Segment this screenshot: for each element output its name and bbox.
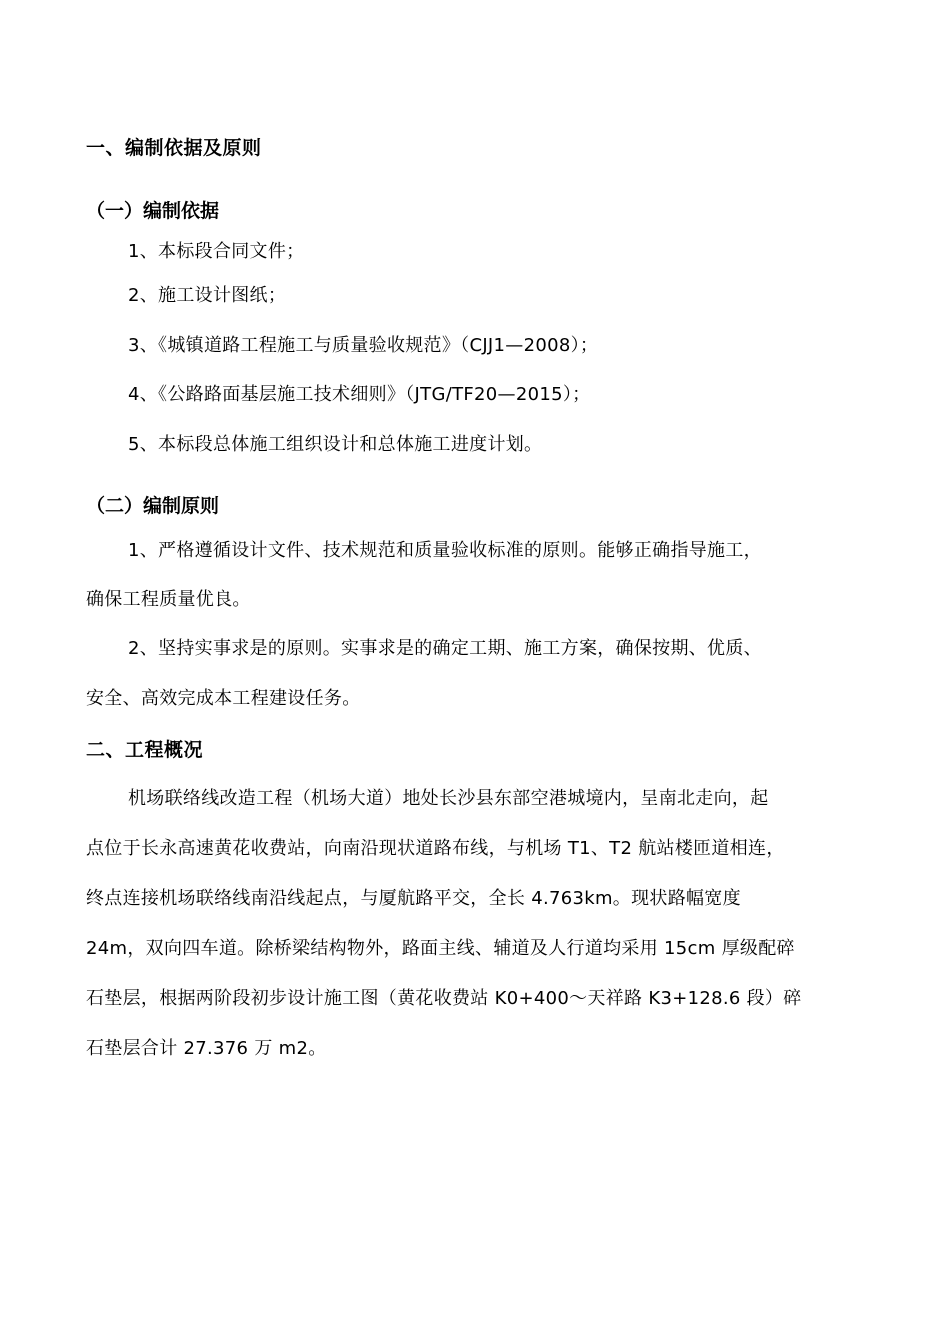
- overview-line-3: 终点连接机场联络线南沿线起点，与厦航路平交，全长 4.763km。现状路幅宽度: [86, 888, 741, 909]
- principle-1-line-1: 1、严格遵循设计文件、技术规范和质量验收标准的原则。能够正确指导施工，: [128, 540, 762, 561]
- section-heading-overview: 二、工程概况: [86, 739, 204, 761]
- overview-line-6: 石垫层合计 27.376 万 m2。: [86, 1038, 327, 1059]
- principle-2-line-1: 2、坚持实事求是的原则。实事求是的确定工期、施工方案，确保按期、优质、: [128, 638, 762, 659]
- principle-2-line-2: 安全、高效完成本工程建设任务。: [86, 688, 361, 709]
- basis-item-2: 2、施工设计图纸；: [128, 285, 287, 306]
- basis-item-5: 5、本标段总体施工组织设计和总体施工进度计划。: [128, 434, 543, 455]
- overview-line-5: 石垫层，根据两阶段初步设计施工图（黄花收费站 K0+400～天祥路 K3+128.6 段）碎: [86, 988, 802, 1009]
- subsection-heading-basis: （一）编制依据: [86, 200, 220, 222]
- basis-item-1: 1、本标段合同文件；: [128, 241, 305, 262]
- basis-item-4: 4、《公路路面基层施工技术细则》（JTG/TF20—2015）；: [128, 384, 591, 405]
- overview-line-1: 机场联络线改造工程（机场大道）地处长沙县东部空港城境内，呈南北走向，起: [128, 788, 769, 809]
- overview-line-2: 点位于长永高速黄花收费站，向南沿现状道路布线，与机场 T1、T2 航站楼匝道相连，: [86, 838, 785, 859]
- section-heading-basis-principles: 一、编制依据及原则: [86, 137, 262, 159]
- overview-line-4: 24m，双向四车道。除桥梁结构物外，路面主线、辅道及人行道均采用 15cm 厚级配碎: [86, 938, 795, 959]
- basis-item-3: 3、《城镇道路工程施工与质量验收规范》（CJJ1—2008）；: [128, 335, 599, 356]
- principle-1-line-2: 确保工程质量优良。: [86, 589, 251, 610]
- subsection-heading-principles: （二）编制原则: [86, 495, 220, 517]
